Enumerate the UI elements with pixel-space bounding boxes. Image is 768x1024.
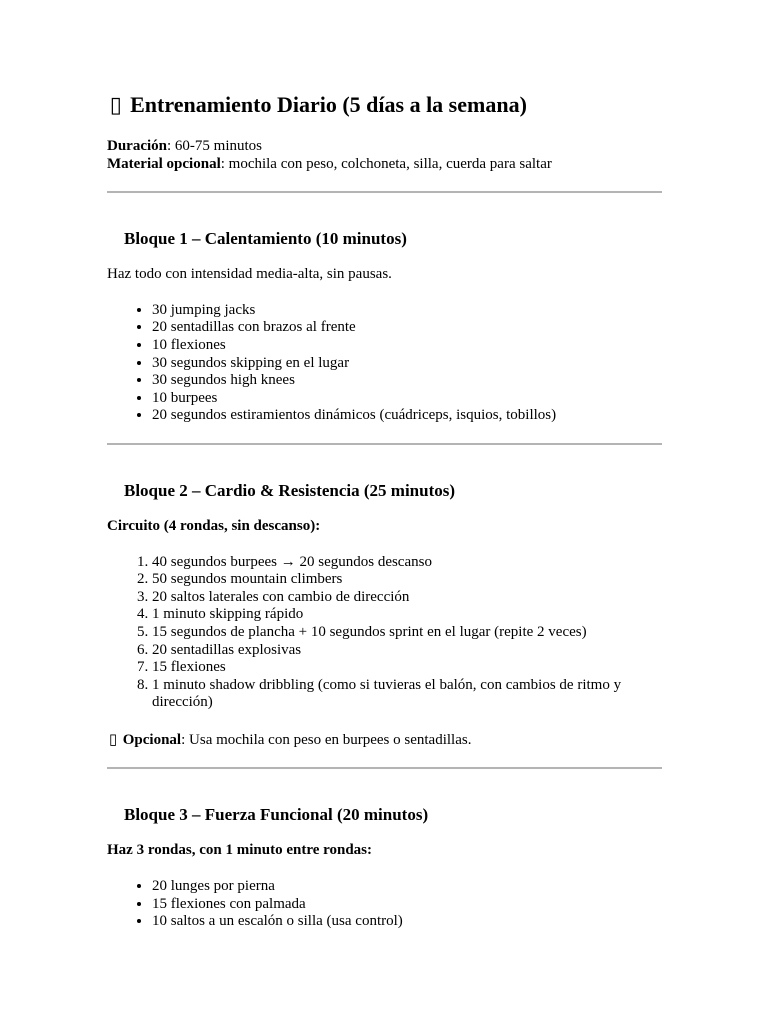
block2-list xyxy=(107,554,662,712)
block2-subheading: Circuito (4 rondas, sin descanso): xyxy=(107,517,321,534)
list-item: • 20 segundos estiramientos dinámicos (cuádriceps, isquios, tobillos) xyxy=(152,407,662,425)
optional-label: Opcional xyxy=(122,731,182,748)
block2-heading: Bloque 2 – Cardio & Resistencia (25 minutos) xyxy=(124,480,456,500)
list-item: • 15 flexiones con palmada xyxy=(152,896,662,914)
list-item: • 30 segundos skipping en el lugar xyxy=(152,355,662,373)
block3-list xyxy=(107,878,662,931)
list-item: 8. 1 minuto shadow dribbling (como si tuvieras el balón, con cambios de ritmo y dirección) xyxy=(152,677,662,712)
page-title-text: Entrenamiento Diario (5 días a la semana) xyxy=(130,92,527,117)
duration-label: Duración xyxy=(107,138,167,154)
optional-note xyxy=(107,731,662,750)
material-value: : mochila con peso, colchoneta, silla, cuerda para saltar xyxy=(220,155,552,172)
list-item: • 30 jumping jacks xyxy=(152,302,662,320)
workout-meta xyxy=(107,138,662,173)
list-item: • 20 sentadillas con brazos al frente xyxy=(152,319,662,337)
list-item: 7. 15 flexiones xyxy=(152,659,662,677)
block3-heading: Bloque 3 – Fuerza Funcional (20 minutos) xyxy=(124,805,429,825)
missing-glyph-icon: ▯ xyxy=(109,93,122,118)
document-content xyxy=(107,90,662,931)
list-item: • 20 lunges por pierna xyxy=(152,878,662,896)
block1-list xyxy=(107,302,662,425)
section-divider xyxy=(107,767,662,769)
block1-heading: Bloque 1 – Calentamiento (10 minutos) xyxy=(124,229,407,249)
duration-line xyxy=(107,138,662,156)
material-label: Material opcional xyxy=(107,155,221,172)
list-item: 5. 15 segundos de plancha + 10 segundos sprint en el lugar (repite 2 veces) xyxy=(152,624,662,642)
page-title xyxy=(107,90,662,121)
list-item: 4. 1 minuto skipping rápido xyxy=(152,606,662,624)
block3-subheading: Haz 3 rondas, con 1 minuto entre rondas: xyxy=(107,842,373,859)
list-item: 3. 20 saltos laterales con cambio de dirección xyxy=(152,589,662,607)
list-item: • 10 saltos a un escalón o silla (usa control) xyxy=(152,913,662,931)
section-divider xyxy=(107,443,662,445)
list-item: • 10 burpees xyxy=(152,390,662,408)
list-item: 6. 20 sentadillas explosivas xyxy=(152,642,662,660)
block1-intro: Haz todo con intensidad media-alta, sin pausas. xyxy=(107,266,392,283)
duration-value: : 60-75 minutos xyxy=(167,138,263,154)
material-line xyxy=(107,156,662,174)
missing-glyph-icon: ▯ xyxy=(108,729,118,748)
list-item: • 10 flexiones xyxy=(152,337,662,355)
section-divider xyxy=(107,191,662,193)
optional-text: : Usa mochila con peso en burpees o sentadillas. xyxy=(181,731,472,748)
list-item: 1. 40 segundos burpees → 20 segundos descanso xyxy=(152,554,662,572)
list-item: • 30 segundos high knees xyxy=(152,372,662,390)
list-item: 2. 50 segundos mountain climbers xyxy=(152,571,662,589)
